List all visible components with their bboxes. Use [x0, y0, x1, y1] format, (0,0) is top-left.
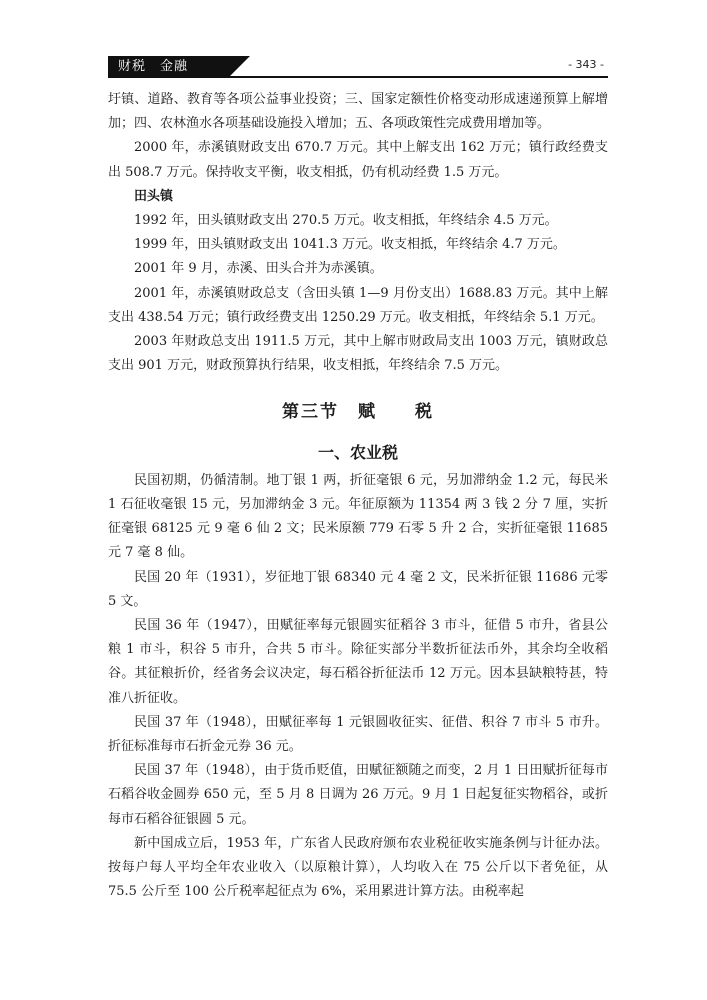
- paragraph-1947: 民国 36 年（1947），田赋征率每元银圆实征稻谷 3 市斗，征借 5 市升，省县公粮 1 市斗，积谷 5 市升，合共 5 市斗。除征实部分半数折征法币外，其余均全收稻谷。其征粮折价，经省务会议决定，每石稻谷折征法币 12 万元。因本县缺粮特甚，特准八折征收。: [108, 618, 608, 706]
- paragraph-1931: 民国 20 年（1931），岁征地丁银 68340 元 4 毫 2 文，民米折征银 11686 元零 5 文。: [108, 569, 608, 609]
- paragraph-early-republic: 民国初期，仍循清制。地丁银 1 两，折征毫银 6 元，另加滞纳金 1.2 元，每民米 1 石征收毫银 15 元，另加滞纳金 3 元。年征原额为 11354 两 3 钱 2 分 7 厘，实折征毫银 68125 元 9 毫 6 仙 2 文；民米原额 779 石零 5 升 2 合，实折征毫银 11685 元 7 毫 8 仙。: [108, 472, 608, 561]
- paragraph-2003: 2003 年财政总支出 1911.5 万元，其中上解市财政局支出 1003 万元，镇财政总支出 901 万元，财政预算执行结果，收支相抵，年终结余 7.5 万元。: [108, 334, 608, 374]
- page-body: [108, 88, 608, 905]
- paragraph-1953: 新中国成立后，1953 年，广东省人民政府颁布农业税征收实施条例与计征办法。按每户每人平均全年农业收入（以原粮计算），人均收入在 75 公斤以下者免征，从 75.5 公斤至 100 公斤税率起征点为 6%，采用累进计算方法。由税率起: [108, 835, 608, 900]
- header-rule: [228, 76, 608, 78]
- paragraph-2001-chixi: 2001 年，赤溪镇财政总支（含田头镇 1—9 月份支出）1688.83 万元。其中上解支出 438.54 万元；镇行政经费支出 1250.29 万元。收支相抵，年终结余 5.1 万元。: [108, 285, 608, 325]
- subsection-title: 一、农业税: [317, 442, 398, 462]
- paragraph-2001-merge: 2001 年 9 月，赤溪、田头合并为赤溪镇。: [134, 261, 383, 277]
- chapter-tab: 财税 金融: [108, 56, 230, 78]
- paragraph-1948-a: 民国 37 年（1948），田赋征率每 1 元银圆收征实、征借、积谷 7 市斗 5 市升。折征标准每市石折金元券 36 元。: [108, 714, 608, 755]
- page-header: [108, 56, 608, 82]
- section-title: 第三节 赋 税: [282, 402, 434, 423]
- paragraph-1999-tiantou: 1999 年，田头镇财政支出 1041.3 万元。收支相抵，年终结余 4.7 万元。: [134, 237, 566, 253]
- paragraph-2000-chixi: 2000 年，赤溪镇财政支出 670.7 万元。其中上解支出 162 万元；镇行政经费支出 508.7 万元。保持收支平衡，收支相抵，仍有机动经费 1.5 万元。: [108, 140, 608, 180]
- page-number: - 343 -: [568, 58, 604, 71]
- paragraph-1992-tiantou: 1992 年，田头镇财政支出 270.5 万元。收支相抵，年终结余 4.5 万元。: [134, 213, 558, 229]
- town-heading-tiantou: 田头镇: [134, 188, 174, 204]
- paragraph-1948-b: 民国 37 年（1948），由于货币贬值，田赋征额随之而变，2 月 1 日田赋折征每市石稻谷收金圆券 650 元，至 5 月 8 日调为 26 万元。9 月 1 日起复征实物稻谷，或折每市石稻谷征银圆 5 元。: [108, 763, 608, 827]
- paragraph-continued: 圩镇、道路、教育等各项公益事业投资；三、国家定额性价格变动形成速递预算上解增加；四、农林渔水各项基础设施投入增加；五、各项政策性完成费用增加等。: [108, 92, 608, 132]
- chapter-tab-slant: [228, 56, 250, 78]
